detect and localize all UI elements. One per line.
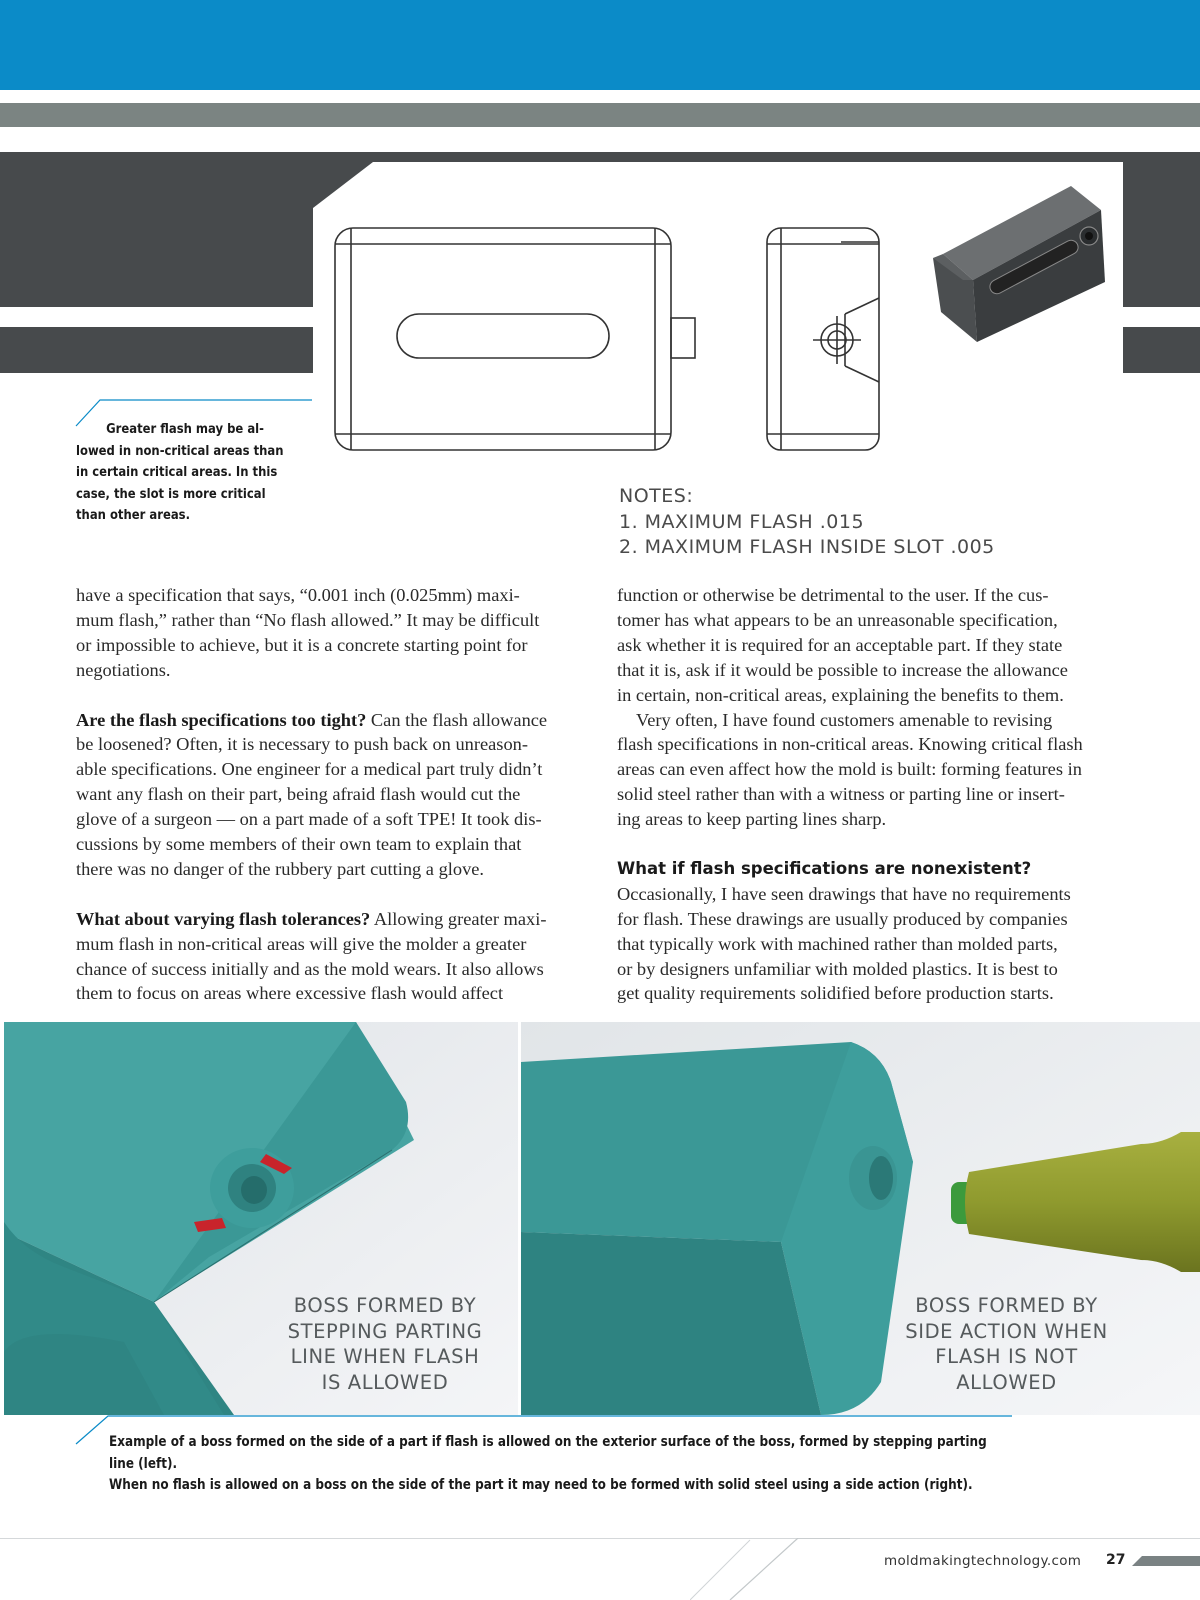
caption-bottom (109, 1432, 1012, 1497)
caption-top-line: than other areas. (76, 507, 190, 523)
header-grey-band (0, 103, 1200, 127)
paragraph-line: in certain, non-critical areas, explaining the benefits to them. (617, 684, 1064, 705)
slot-outline (397, 314, 609, 358)
subheading: What about varying flash tolerances? (76, 908, 371, 929)
caption-top-line: in certain critical areas. In this (76, 464, 278, 480)
caption-top-line: case, the slot is more critical (76, 485, 266, 502)
paragraph-line: cussions by some members of their own team to explain that (76, 834, 522, 855)
paragraph-line: mum flash,” rather than “No flash allowed.” It may be difficult (76, 609, 540, 630)
article-right-column (617, 583, 1127, 1006)
paragraph-line: there was no danger of the rubbery part cutting a glove. (76, 858, 485, 879)
header-blue-band (0, 0, 1200, 90)
footer-accent-bar (1132, 1556, 1200, 1566)
paragraph-line: function or otherwise be detrimental to the user. If the cus- (617, 585, 1049, 605)
paragraph-line: have a specification that says, “0.001 inch (0.025mm) maxi- (76, 585, 520, 605)
paragraph-line: want any flash on their part, being afraid flash would cut the (76, 784, 521, 805)
paragraph-line: or by designers unfamiliar with molded plastics. It is best to (617, 958, 1058, 979)
label-line: FLASH IS NOT (935, 1345, 1078, 1368)
footer-decoration (690, 1538, 850, 1600)
isometric-part (933, 186, 1105, 342)
paragraph-line: Very often, I have found customers amenable to revising (636, 709, 1053, 730)
paragraph-line: for flash. These drawings are usually produced by companies (617, 908, 1068, 929)
label-line: LINE WHEN FLASH (290, 1345, 480, 1368)
paragraph-line: that typically work with machined rather than molded parts, (617, 933, 1058, 954)
side-view-outline (767, 228, 879, 450)
paragraph-line: areas can even affect how the mold is built: forming features in (617, 759, 1082, 780)
paragraph-line: chance of success initially and as the mold wears. It also allows (76, 958, 544, 979)
page-number: 27 (1106, 1552, 1126, 1568)
paragraph-line: flash specifications in non-critical areas. Knowing critical flash (617, 734, 1083, 755)
label-line: SIDE ACTION WHEN (905, 1319, 1108, 1343)
paragraph-line: be loosened? Often, it is necessary to push back on unreason- (76, 734, 528, 755)
paragraph-line: mum flash in non-critical areas will give the molder a greater (76, 933, 527, 954)
label-line: ALLOWED (956, 1370, 1057, 1394)
subheading: Are the flash specifications too tight? (76, 709, 367, 730)
technical-drawing (313, 162, 1123, 492)
paragraph-line: that it is, ask if it would be possible to increase the allowance (617, 659, 1068, 680)
paragraph-text: Allowing greater maxi- (370, 908, 547, 929)
label-line: BOSS FORMED BY (293, 1294, 477, 1317)
caption-top-line: Greater flash may be al- (106, 421, 264, 437)
notes-item: 2. MAXIMUM FLASH INSIDE SLOT .005 (619, 536, 995, 558)
subheading: What if flash specifications are nonexistent? (617, 858, 1032, 878)
paragraph-line: get quality requirements solidified before production starts. (617, 983, 1054, 1004)
caption-bottom-line: When no flash is allowed on a boss on the side of the part it may need to be formed with solid steel using a side action (right). (109, 1477, 973, 1493)
boss-stepped-label (265, 1293, 505, 1395)
footer-rule (0, 1538, 1200, 1539)
footer-website[interactable]: moldmakingtechnology.com (884, 1553, 1082, 1569)
paragraph-line: ask whether it is required for an acceptable part. If they state (617, 634, 1063, 655)
drawing-notes (619, 484, 995, 561)
paragraph-line: ing areas to keep parting lines sharp. (617, 809, 887, 830)
label-line: BOSS FORMED BY (915, 1294, 1098, 1317)
label-line: IS ALLOWED (321, 1370, 449, 1394)
paragraph-line: able specifications. One engineer for a medical part truly didn’t (76, 759, 543, 780)
paragraph-line: solid steel rather than with a witness or parting line or insert- (617, 784, 1065, 805)
notes-item: 1. MAXIMUM FLASH .015 (619, 510, 865, 533)
paragraph-line: Occasionally, I have seen drawings that have no requirements (617, 883, 1071, 904)
paragraph-line: them to focus on areas where excessive flash would affect (76, 983, 504, 1004)
caption-bottom-line: Example of a boss formed on the side of a part if flash is allowed on the exterior surface of the boss, formed by stepping parting line (left). (109, 1434, 987, 1472)
paragraph-text: Can the flash allowance (366, 709, 548, 730)
paragraph-line: glove of a surgeon — on a part made of a soft TPE! It took dis- (76, 809, 542, 830)
label-line: STEPPING PARTING (287, 1319, 483, 1343)
paragraph-line: negotiations. (76, 659, 171, 680)
paragraph-line: or impossible to achieve, but it is a concrete starting point for (76, 634, 528, 655)
article-left-column (76, 583, 581, 1006)
front-view-outline (335, 228, 671, 450)
notes-heading: NOTES: (619, 485, 694, 507)
boss-side-action-label (894, 1293, 1119, 1395)
caption-top-line: lowed in non-critical areas than (76, 442, 284, 459)
caption-top (76, 419, 291, 527)
paragraph-line: tomer has what appears to be an unreasonable specification, (617, 609, 1058, 630)
